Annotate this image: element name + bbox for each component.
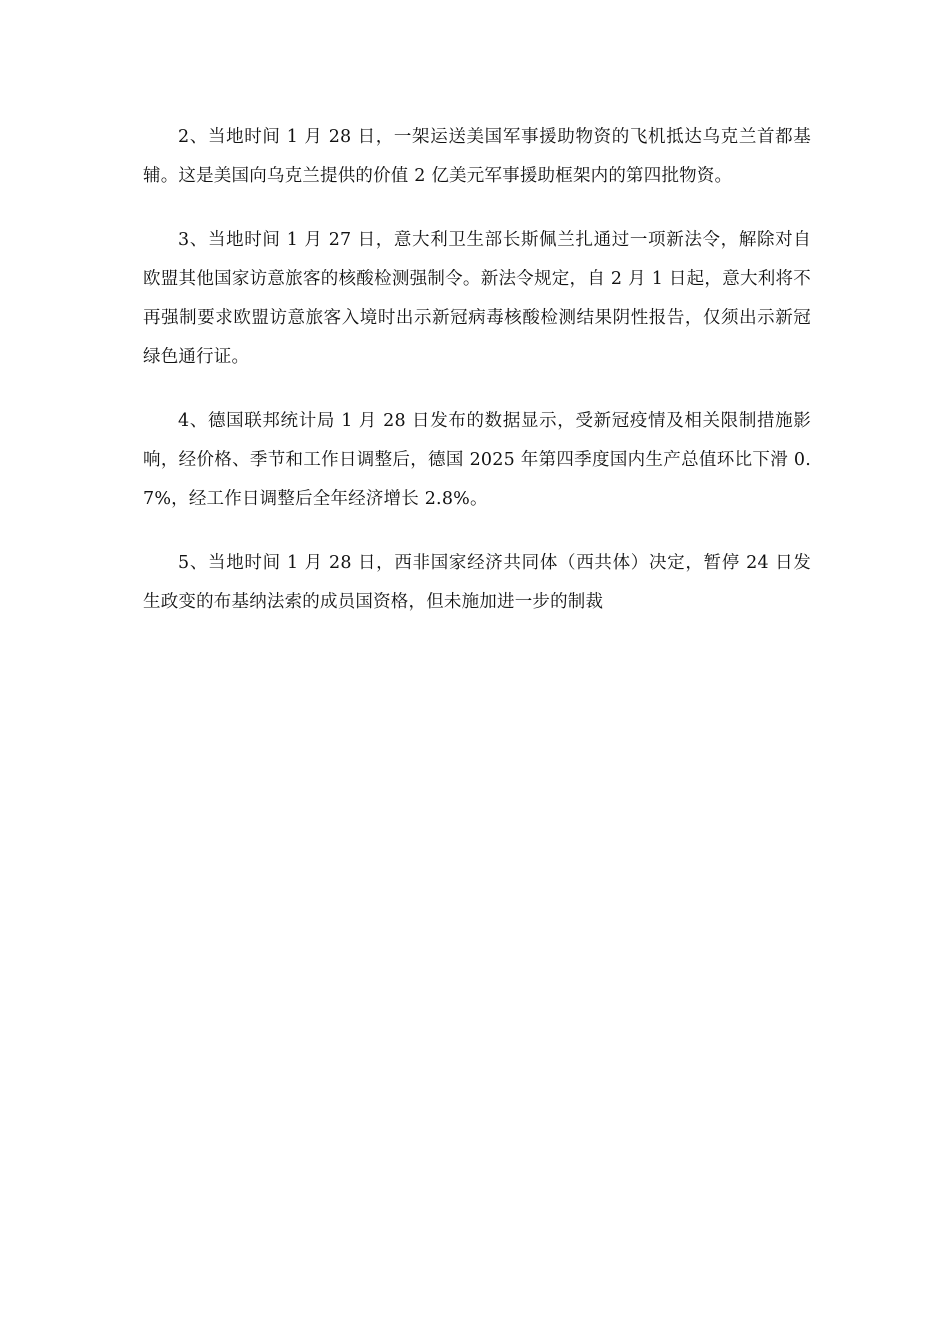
news-item-4: 4、德国联邦统计局 1 月 28 日发布的数据显示，受新冠疫情及相关限制措施影响，经价格、季节和工作日调整后，德国 2025 年第四季度国内生产总值环比下滑 0.7%，经工作日调整后全年经济增长 2.8%。 [143, 411, 811, 509]
news-item-5: 5、当地时间 1 月 28 日，西非国家经济共同体（西共体）决定，暂停 24 日发生政变的布基纳法索的成员国资格，但未施加进一步的制裁 [143, 553, 811, 612]
news-item-3: 3、当地时间 1 月 27 日，意大利卫生部长斯佩兰扎通过一项新法令，解除对自欧盟其他国家访意旅客的核酸检测强制令。新法令规定，自 2 月 1 日起，意大利将不再强制要求欧盟访意旅客入境时出示新冠病毒核酸检测结果阴性报告，仅须出示新冠绿色通行证。 [143, 230, 811, 367]
news-item-2: 2、当地时间 1 月 28 日，一架运送美国军事援助物资的飞机抵达乌克兰首都基辅。这是美国向乌克兰提供的价值 2 亿美元军事援助框架内的第四批物资。 [143, 127, 811, 186]
document-body [143, 118, 811, 647]
